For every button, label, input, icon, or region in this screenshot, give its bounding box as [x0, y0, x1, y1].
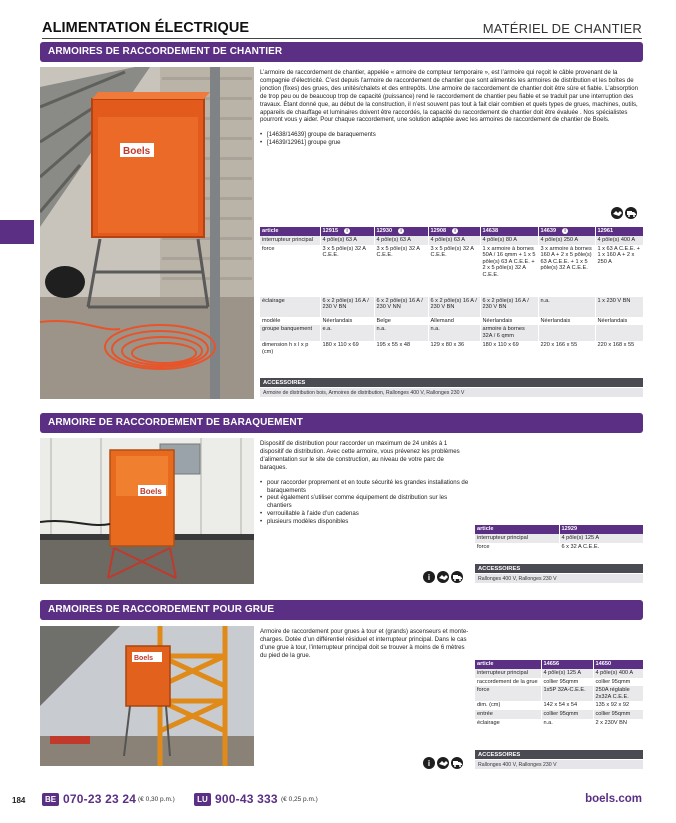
accessories-list: Rallonges 400 V, Rallonges 230 V: [475, 574, 643, 583]
table-cell: 129 x 80 x 36: [428, 341, 480, 363]
table-header-row: [475, 660, 643, 669]
table-cell: Allemand: [428, 317, 480, 326]
table-cell: 1x5P 32A-C.E.E.: [541, 686, 593, 701]
table-cell: 4 pôle(s) 80 A: [480, 236, 538, 245]
page-number: 184: [12, 796, 26, 805]
table-cell: 3 x 5 pôle(s) 32 A C.E.E.: [374, 245, 428, 297]
table-cell: n.a.: [538, 297, 595, 317]
table-row: [260, 236, 643, 245]
table-row: [475, 701, 643, 710]
service-icons: [423, 757, 463, 769]
bullet-list: [260, 479, 470, 526]
table-cell: [538, 325, 595, 341]
service-icons: [423, 571, 463, 583]
table-cell: 1 x armoire à bornes 50A / 16 qmm + 1 x 5 pôle(s) 63 A C.E.E. + 2 x 5 pôle(s) 32 A C.E.E.: [480, 245, 538, 297]
column-header: 14638: [480, 227, 538, 236]
info-icon[interactable]: i: [423, 571, 435, 583]
accessories-list: Armoire de distribution bois, Armoires de distribution, Rallonges 400 V, Rallonges 230 V: [260, 388, 643, 397]
table-row: [260, 297, 643, 317]
section-title: ARMOIRES DE RACCORDEMENT POUR GRUE: [48, 604, 275, 615]
page-footer: [0, 790, 676, 812]
phone-lu[interactable]: 900-43 333: [215, 792, 278, 806]
column-header: 14639 i: [538, 227, 595, 236]
info-icon[interactable]: i: [423, 757, 435, 769]
table-cell: Néerlandais: [538, 317, 595, 326]
truck-icon[interactable]: [625, 207, 637, 219]
table-cell: 220 x 168 x 55: [595, 341, 643, 363]
info-icon[interactable]: i: [398, 228, 404, 234]
column-header: article: [475, 660, 541, 669]
table-cell: Néerlandais: [595, 317, 643, 326]
row-label: groupe banquement: [260, 325, 320, 341]
phone-be[interactable]: 070-23 23 24: [63, 792, 137, 806]
section-description: [260, 628, 470, 660]
column-header: 14656: [541, 660, 593, 669]
table-row: [260, 341, 643, 363]
info-icon[interactable]: i: [452, 228, 458, 234]
table-cell: collier 95qmm: [541, 710, 593, 719]
section-title: ARMOIRE DE RACCORDEMENT DE BARAQUEMENT: [48, 417, 303, 428]
row-label: force: [475, 686, 541, 701]
table-cell: collier 95qmm: [593, 710, 643, 719]
table-cell: 4 pôle(s) 250 A: [538, 236, 595, 245]
table-cell: Néerlandais: [480, 317, 538, 326]
section-description: [260, 69, 643, 147]
spec-table: [475, 660, 643, 727]
row-label: interrupteur principal: [475, 534, 559, 543]
country-badge-be: BE: [42, 793, 59, 806]
section-title-bar: [40, 413, 643, 433]
list-item: • plusieurs modèles disponibles: [260, 518, 470, 526]
column-header: 14650: [593, 660, 643, 669]
service-icons: [611, 207, 637, 219]
table-header-row: [260, 227, 643, 236]
table-cell: 1 x 63 A C.E.E. + 1 x 160 A + 2 x 250 A: [595, 245, 643, 297]
row-label: force: [475, 543, 559, 552]
page-header: [42, 18, 642, 40]
row-label: modèle: [260, 317, 320, 326]
table-cell: 4 pôle(s) 63 A: [320, 236, 374, 245]
page-title: ALIMENTATION ÉLECTRIQUE: [42, 20, 250, 36]
list-item: • pour raccorder proprement et en toute sécurité les grandes installations de baraquements: [260, 479, 470, 495]
table-header-row: [475, 525, 643, 534]
barracks-cabinet-photo: [40, 438, 254, 584]
site-cabinet-photo: [40, 67, 254, 399]
table-cell: n.a.: [374, 325, 428, 341]
price-be: (€ 0,30 p.m.): [138, 796, 175, 803]
bullet-list: [260, 131, 643, 147]
table-cell: 180 x 110 x 69: [480, 341, 538, 363]
description-text: Armoire de raccordement pour grues à tour et (grands) ascenseurs et monte-charges. Dotée d’un différentiel résiduel et interrupteur principal. Dans le cas d’une grue à tour, l’interrupteur principal doit se trouver à moins de 6 mètres du pied de la grue.: [260, 628, 469, 659]
truck-icon[interactable]: [451, 571, 463, 583]
crane-cabinet-photo: [40, 626, 254, 766]
accessories-title: ACCESSOIRES: [475, 750, 643, 759]
row-label: dimension h x l x p (cm): [260, 341, 320, 363]
table-cell: 6 x 2 pôle(s) 16 A / 230 V BN: [428, 297, 480, 317]
list-item: • [14638/14639] groupe de baraquements: [260, 131, 643, 139]
table-cell: 2 x 230V BN: [593, 719, 643, 728]
column-header: article: [260, 227, 320, 236]
list-item: • verrouillable à l’aide d’un cadenas: [260, 510, 470, 518]
table-row: [475, 534, 643, 543]
row-label: éclairage: [260, 297, 320, 317]
table-cell: 4 pôle(s) 400 A: [595, 236, 643, 245]
table-cell: 3 x 5 pôle(s) 32 A C.E.E.: [428, 245, 480, 297]
table-cell: collier 95qmm: [541, 678, 593, 687]
section-title: ARMOIRES DE RACCORDEMENT DE CHANTIER: [48, 46, 283, 57]
table-row: [475, 678, 643, 687]
table-cell: 6 x 2 pôle(s) 16 A / 230 V BN: [480, 297, 538, 317]
table-cell: 4 pôle(s) 125 A: [541, 669, 593, 678]
spec-table: [475, 525, 643, 551]
list-item: • [14639/12961] groupe grue: [260, 139, 643, 147]
table-cell: 180 x 110 x 69: [320, 341, 374, 363]
table-cell: e.a.: [320, 325, 374, 341]
accessories-title: ACCESSOIRES: [475, 564, 643, 573]
accessories-title: ACCESSOIRES: [260, 378, 643, 387]
table-cell: 6 x 2 pôle(s) 16 A / 230 V BN: [320, 297, 374, 317]
table-cell: 3 x armoire à bornes 160 A + 2 x 5 pôle(s) 63 A C.E.E. + 1 x 5 pôle(s) 32 A C.E.E.: [538, 245, 595, 297]
table-cell: 4 pôle(s) 400 A: [593, 669, 643, 678]
table-row: [475, 686, 643, 701]
column-header: 12930 i: [374, 227, 428, 236]
price-lu: (€ 0,25 p.m.): [281, 796, 318, 803]
country-badge-lu: LU: [194, 793, 211, 806]
table-cell: 135 x 92 x 92: [593, 701, 643, 710]
row-label: éclairage: [475, 719, 541, 728]
svg-text:Boels: Boels: [140, 487, 162, 496]
table-cell: 195 x 55 x 48: [374, 341, 428, 363]
table-row: [260, 325, 643, 341]
table-cell: Néerlandais: [320, 317, 374, 326]
table-row: [475, 710, 643, 719]
column-header: 12961: [595, 227, 643, 236]
row-label: interrupteur principal: [260, 236, 320, 245]
table-cell: [595, 325, 643, 341]
table-cell: 250A réglable 2x32A C.E.E.: [593, 686, 643, 701]
column-header: 12908 i: [428, 227, 480, 236]
column-header: article: [475, 525, 559, 534]
table-cell: Belge: [374, 317, 428, 326]
table-row: [475, 719, 643, 728]
table-cell: n.a.: [428, 325, 480, 341]
side-tab-marker: [0, 220, 34, 244]
info-icon[interactable]: i: [344, 228, 350, 234]
header-divider: [42, 38, 642, 39]
table-cell: 4 pôle(s) 63 A: [374, 236, 428, 245]
table-cell: 4 pôle(s) 125 A: [559, 534, 643, 543]
website-link[interactable]: boels.com: [585, 793, 642, 805]
table-cell: 142 x 54 x 54: [541, 701, 593, 710]
column-header: 12929: [559, 525, 643, 534]
row-label: raccordement de la grue: [475, 678, 541, 687]
table-cell: armoire à bornes 32A / 6 qmm: [480, 325, 538, 341]
table-cell: n.a.: [541, 719, 593, 728]
row-label: dim. (cm): [475, 701, 541, 710]
list-item: • peut également s’utiliser comme équipement de distribution sur les chantiers: [260, 494, 470, 510]
accessories-list: Rallonges 400 V, Rallonges 230 V: [475, 760, 643, 769]
spec-table: [260, 227, 643, 363]
svg-text:Boels: Boels: [123, 146, 151, 157]
table-row: [475, 669, 643, 678]
page-category: MATÉRIEL DE CHANTIER: [482, 21, 642, 36]
table-cell: collier 95qmm: [593, 678, 643, 687]
table-cell: 1 x 230 V BN: [595, 297, 643, 317]
description-text: Dispositif de distribution pour raccorder un maximum de 24 unités à 1 dispositif de distribution. Avec cette armoire, vous prévenez les problèmes d’alimentation sur le site de construction, au niveau de votre parc de baraques.: [260, 440, 460, 471]
table-cell: 6 x 2 pôle(s) 16 A / 230 V NN: [374, 297, 428, 317]
table-row: [260, 245, 643, 297]
row-label: entrée: [475, 710, 541, 719]
description-text: L’armoire de raccordement de chantier, appelée « armoire de compteur temporaire », est l’armoire qui reçoit le câble provenant de la compagnie d’électricité. C’est depuis l’armoire de raccordement de chantier que sont alimentés les armoires de distribution et les boîtes de jonction (fixes) des grues, des unités/chalets et des entrepôts. Une armoire de raccordement de chantier doit être sûre et fiable. L’absorption de trop peu ou de beaucoup trop de capacité (puissance) rend le raccordement de chantier peu fiable et se traduit par une interruption des travaux. Étant donné que, au début de la construction, il n’est souvent pas tout à fait clair combien et quels types de grues, machines, outils, appareils de chauffage et luminaires doivent être raccordés, la capacité du raccordement de chantier doit être évaluée . Nos spécialistes pourront vous y aider. Pour chaque raccordement, une solution adaptée avec les armoires de raccordement de chantier de Boels.: [260, 69, 639, 124]
section-title-bar: [40, 600, 643, 620]
table-cell: 4 pôle(s) 63 A: [428, 236, 480, 245]
table-row: [260, 317, 643, 326]
table-row: [475, 543, 643, 552]
handshake-icon[interactable]: [437, 571, 449, 583]
handshake-icon[interactable]: [437, 757, 449, 769]
section-description: [260, 440, 470, 526]
row-label: force: [260, 245, 320, 297]
table-cell: 220 x 166 x 55: [538, 341, 595, 363]
column-header: 12915 i: [320, 227, 374, 236]
svg-text:Boels: Boels: [134, 655, 154, 662]
table-cell: 6 x 32 A C.E.E.: [559, 543, 643, 552]
handshake-icon[interactable]: [611, 207, 623, 219]
info-icon[interactable]: i: [562, 228, 568, 234]
section-title-bar: [40, 42, 643, 62]
truck-icon[interactable]: [451, 757, 463, 769]
row-label: interrupteur principal: [475, 669, 541, 678]
table-cell: 3 x 5 pôle(s) 32 A C.E.E.: [320, 245, 374, 297]
